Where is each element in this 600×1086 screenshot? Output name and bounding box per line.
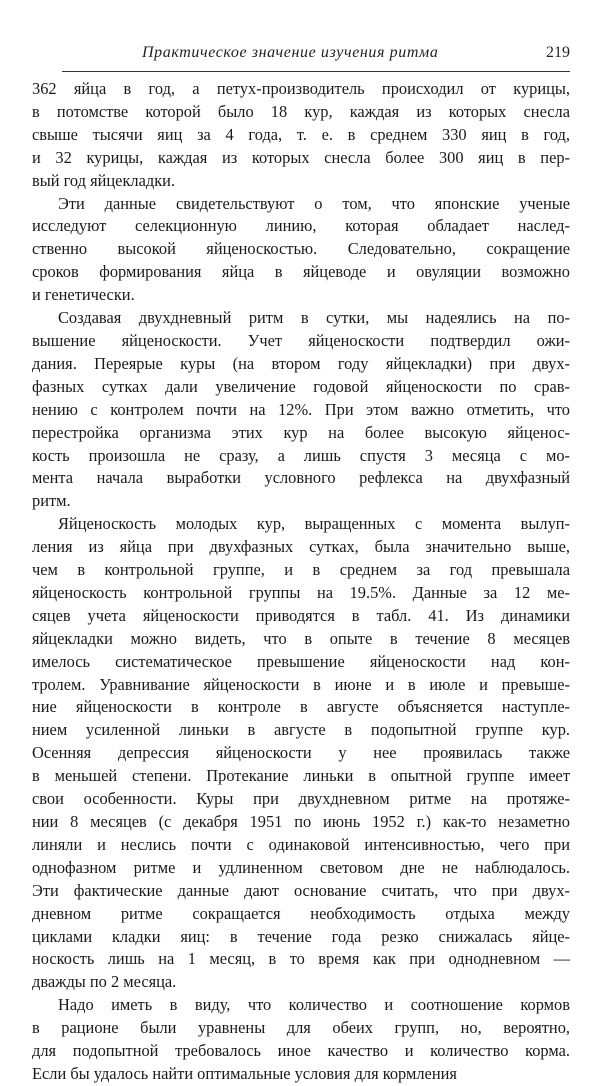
text-line: Яйценоскость молодых кур, выращенных с момента вылуп- [58, 514, 570, 534]
text-line: яйценоскость контрольной группы на 19.5%. Данные за 12 ме- [32, 582, 570, 602]
text-line: ления из яйца при двухфазных сутках, была значительно выше, [32, 537, 570, 557]
paragraph [32, 513, 570, 994]
text-line: дневном ритме сокращается необходимость отдыха между [32, 903, 570, 923]
text-line: носкость лишь на 1 месяц, в то время как при однодневном — [32, 949, 570, 969]
text-line: чем в контрольной группе, и в среднем за год превышала [32, 560, 570, 580]
text-line: и 32 курицы, каждая из которых снесла более 300 яиц в пер- [32, 147, 570, 167]
text-line: Осенняя депрессия яйценоскости у нее проявилась также [32, 743, 570, 763]
text-line: циклами кладки яиц: в течение года резко снижалась яйце- [32, 926, 570, 946]
header-rule [62, 71, 570, 72]
text-line: ственно высокой яйценоскостью. Следовательно, сокращение [32, 239, 570, 259]
text-line: кость произошла не сразу, а лишь спустя 3 месяца с мо- [32, 445, 570, 465]
text-line: однофазном ритме и удлиненном световом дне не наблюдалось. [32, 857, 570, 877]
text-line: яйцекладки можно видеть, что в опыте в течение 8 месяцев [32, 628, 570, 648]
paragraph [32, 307, 570, 513]
text-line: мента начала выработки условного рефлекса на двухфазный [32, 468, 570, 488]
running-header [62, 44, 570, 68]
text-line: тролем. Уравнивание яйценоскости в июне и в июле и превыше- [32, 674, 570, 694]
text-line: в рационе были уравнены для обеих групп, но, вероятно, [32, 1018, 570, 1038]
text-line: дважды по 2 месяца. [32, 972, 177, 992]
text-line: свыше тысячи яиц за 4 года, т. е. в среднем 330 яиц в год, [32, 124, 570, 144]
text-line: исследуют селекционную линию, которая обладает наслед- [32, 216, 570, 236]
text-line: в меньшей степени. Протекание линьки в опытной группе имеет [32, 766, 570, 786]
text-line: нием усиленной линьки в августе в подопытной группе кур. [32, 720, 570, 740]
text-line: сяцев учета яйценоскости приводятся в табл. 41. Из динамики [32, 605, 570, 625]
paragraph [32, 193, 570, 308]
text-line: Надо иметь в виду, что количество и соотношение кормов [58, 995, 570, 1015]
text-line: свои особенности. Куры при двухдневном ритме на протяже- [32, 789, 570, 809]
text-line: 362 яйца в год, а петух-производитель происходил от курицы, [32, 79, 570, 98]
text-line: линяли и неслись почти с одинаковой интенсивностью, чего при [32, 834, 570, 854]
text-line: имелось систематическое превышение яйценоскости над кон- [32, 651, 570, 671]
text-line: Если бы удалось найти оптимальные условия для кормления [32, 1063, 457, 1083]
text-line: ние яйценоскости в контроле в августе объясняется наступле- [32, 697, 570, 717]
text-line: и генетически. [32, 285, 135, 305]
page-number: 219 [546, 44, 570, 61]
text-line: ритм. [32, 491, 71, 511]
text-line: вышение яйценоскости. Учет яйценоскости подтвердил ожи- [32, 330, 570, 350]
text-line: Создавая двухдневный ритм в сутки, мы надеялись на по- [58, 308, 570, 328]
text-line: фазных сутках дали увеличение годовой яйценоскости по срав- [32, 376, 570, 396]
running-header-title: Практическое значение изучения ритма [142, 44, 439, 61]
text-line: нению с контролем почти на 12%. При этом важно отметить, что [32, 399, 570, 419]
text-line: Эти данные свидетельствуют о том, что японские ученые [58, 193, 570, 213]
text-line: в потомстве которой было 18 кур, каждая из которых снесла [32, 101, 570, 121]
body-text [32, 78, 570, 1086]
paragraph [32, 78, 570, 193]
text-line: перестройка организма этих кур на более высокую яйценос- [32, 422, 570, 442]
text-line: дания. Переярые куры (на втором году яйцекладки) при двух- [32, 353, 570, 373]
text-line: сроков формирования яйца в яйцеводе и овуляции возможно [32, 262, 570, 282]
text-line: нии 8 месяцев (с декабря 1951 по июнь 1952 г.) как-то незаметно [32, 812, 570, 831]
paragraph [32, 994, 570, 1086]
text-line: Эти фактические данные дают основание считать, что при двух- [32, 880, 570, 900]
text-line: для подопытной требовалось иное качество и количество корма. [32, 1041, 570, 1061]
text-line: вый год яйцекладки. [32, 170, 176, 190]
